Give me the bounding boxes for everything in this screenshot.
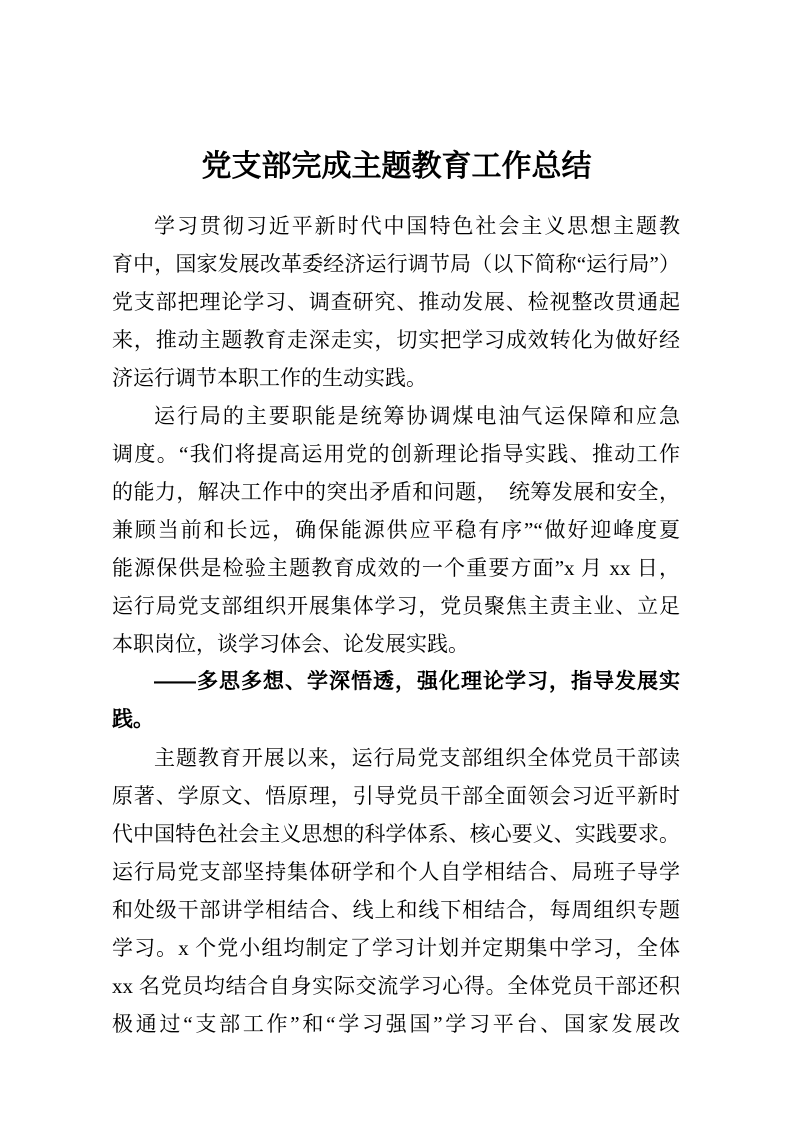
text-line: 济运行调节本职工作的生动实践。: [112, 366, 427, 390]
text-line: 主题教育开展以来，运行局党支部组织全体党员干部读: [154, 746, 680, 770]
text-line: 践。: [112, 708, 154, 731]
text-line: 和处级干部讲学相结合、线上和线下相结合，每周组织专题: [112, 898, 680, 922]
text-line: ——多思多想、学深悟透，强化理论学习，指导发展实: [154, 670, 680, 693]
text-line: 极通过“支部工作”和“学习强国”学习平台、国家发展改: [112, 1012, 680, 1036]
text-line: 学习贯彻习近平新时代中国特色社会主义思想主题教: [154, 214, 680, 238]
document-body: [112, 207, 680, 1043]
text-line: 运行局的主要职能是统筹协调煤电油气运保障和应急: [154, 404, 680, 428]
text-line: 党支部把理论学习、调查研究、推动发展、检视整改贯通起: [112, 290, 680, 314]
text-line: 代中国特色社会主义思想的科学体系、核心要义、实践要求。: [112, 822, 680, 846]
text-line: 学习。x 个党小组均制定了学习计划并定期集中学习，全体: [112, 936, 680, 960]
text-line: 原著、学原文、悟原理，引导党员干部全面领会习近平新时: [112, 784, 680, 808]
text-line: 来，推动主题教育走深走实，切实把学习成效转化为做好经: [112, 328, 680, 352]
paragraph: [112, 207, 680, 397]
text-line: xx 名党员均结合自身实际交流学习心得。全体党员干部还积: [112, 974, 680, 998]
document-title: 党支部完成主题教育工作总结: [201, 150, 592, 183]
text-line: 本职岗位，谈学习体会、论发展实践。: [112, 632, 469, 656]
paragraph: [112, 663, 680, 739]
text-line: 育中，国家发展改革委经济运行调节局（以下简称“运行局”）: [112, 252, 680, 276]
paragraph: [112, 739, 680, 1043]
text-line: 的能力，解决工作中的突出矛盾和问题， 统筹发展和安全，: [112, 480, 680, 504]
text-line: 能源保供是检验主题教育成效的一个重要方面”x 月 xx 日，: [112, 556, 680, 580]
text-line: 兼顾当前和长远，确保能源供应平稳有序”“做好迎峰度夏: [112, 518, 680, 542]
text-line: 调度。“我们将提高运用党的创新理论指导实践、推动工作: [112, 442, 680, 466]
paragraph: [112, 397, 680, 663]
text-line: 运行局党支部坚持集体研学和个人自学相结合、局班子导学: [112, 860, 680, 884]
text-line: 运行局党支部组织开展集体学习，党员聚焦主责主业、立足: [112, 594, 680, 618]
